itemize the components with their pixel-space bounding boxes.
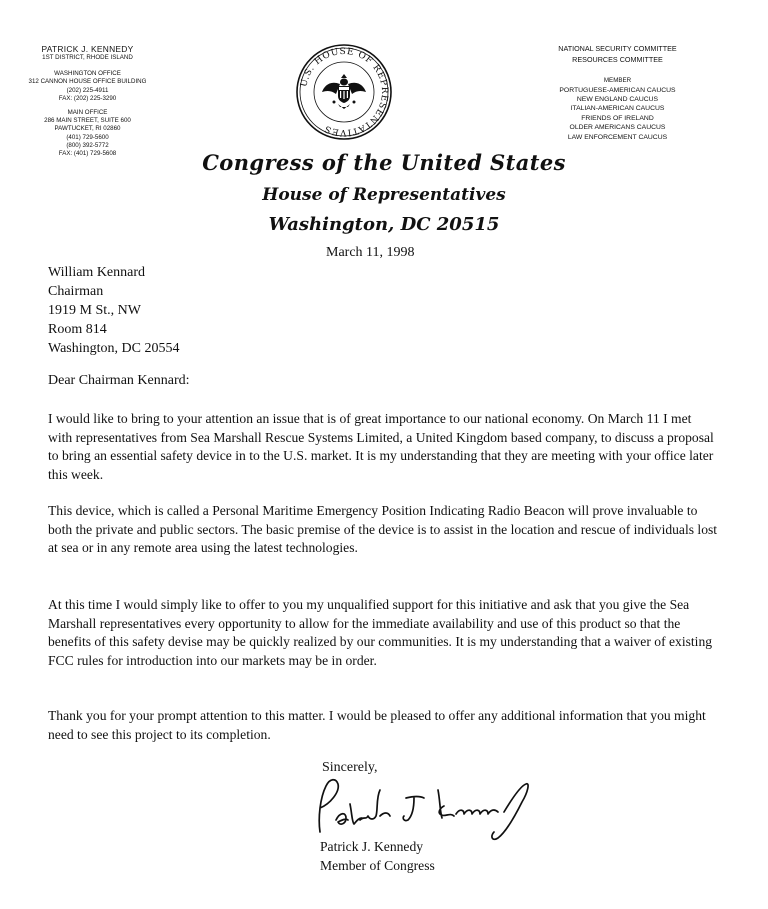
recipient-title: Chairman [48, 284, 104, 299]
sender-district: 1ST DISTRICT, RHODE ISLAND [42, 54, 133, 61]
letterhead-congress: Congress of the United States [202, 150, 566, 175]
closing: Sincerely, [322, 760, 378, 775]
main-office-label: MAIN OFFICE [67, 109, 108, 117]
washington-office-address: 312 CANNON HOUSE OFFICE BUILDING [28, 78, 147, 86]
letterhead-washington: Washington, DC 20515 [268, 214, 500, 235]
main-office-city: PAWTUCKET, RI 02860 [54, 125, 121, 133]
seal-ring-text: U.S. HOUSE OF REPRESENTATIVES [299, 46, 390, 138]
signer-title: Member of Congress [320, 857, 435, 873]
washington-office-fax: FAX: (202) 225-3290 [58, 94, 117, 102]
recipient-city: Washington, DC 20554 [48, 341, 180, 356]
body-paragraph-2: This device, which is called a Personal Maritime Emergency Position Indicating Radio Beacon will prove invaluable to both the private and public sectors. The basic premise of the device is to assist in the location and rescue of individuals lost at sea or in any remote area using the latest technologies. [48, 503, 718, 556]
main-office-fax: FAX: (401) 729-5608 [58, 150, 117, 158]
recipient-address [48, 263, 179, 358]
member-label: MEMBER [603, 77, 632, 85]
washington-office-phone: (202) 225-4911 [66, 86, 109, 94]
main-office-phone2: (800) 392-5772 [66, 141, 109, 149]
letterhead-house: House of Representatives [262, 185, 506, 205]
right-header [525, 44, 710, 142]
body-paragraph-3: At this time I would simply like to offer to you my unqualified support for this initiative and ask that you give the Sea Marshall representatives every opportunity to allow for the immediate availability and use of this product so that the benefits of this safety devise may be quickly realized by our communities. It is my understanding that a waiver of existing FCC rules for introduction into our markets may be in order. [48, 597, 713, 668]
handwritten-signature [306, 768, 546, 848]
main-office-street: 286 MAIN STREET, SUITE 600 [44, 117, 131, 125]
washington-office-label: WASHINGTON OFFICE [54, 70, 121, 78]
letter-date: March 11, 1998 [326, 245, 415, 260]
salutation: Dear Chairman Kennard: [48, 373, 190, 388]
caucus-item: NEW ENGLAND CAUCUS [576, 96, 659, 103]
sender-name: PATRICK J. KENNEDY [41, 44, 134, 54]
eagle-seal-icon [294, 42, 394, 142]
recipient-street: 1919 M St., NW [48, 303, 141, 318]
committee-resources: RESOURCES COMMITTEE [572, 54, 663, 64]
committee-national-security: NATIONAL SECURITY COMMITTEE [558, 44, 677, 53]
signer-name: Patrick J. Kennedy [320, 839, 424, 854]
left-header [0, 44, 175, 164]
recipient-room: Room 814 [48, 322, 107, 337]
caucus-item: LAW ENFORCEMENT CAUCUS [567, 133, 668, 141]
caucus-item: PORTUGUESE-AMERICAN CAUCUS [559, 86, 676, 94]
caucus-item: ITALIAN-AMERICAN CAUCUS [570, 105, 665, 113]
recipient-name: William Kennard [48, 265, 146, 280]
caucus-item: FRIENDS OF IRELAND [581, 114, 654, 122]
signer-block [320, 838, 435, 875]
body-paragraph-1: I would like to bring to your attention an issue that is of great importance to our national economy. On March 11 I met with representatives from Sea Marshall Rescue Systems Limited, a United Kingdom based company, to discuss a proposal to bring an essential safety device in to the U.S. market. It is my understanding that they are meeting with your office later this week. [48, 411, 714, 482]
body-paragraph-4: Thank you for your prompt attention to this matter. I would be pleased to offer any additional information that you might need to see this project to its completion. [48, 708, 706, 742]
main-office-phone1: (401) 729-5600 [66, 133, 109, 141]
caucus-item: OLDER AMERICANS CAUCUS [569, 124, 666, 132]
